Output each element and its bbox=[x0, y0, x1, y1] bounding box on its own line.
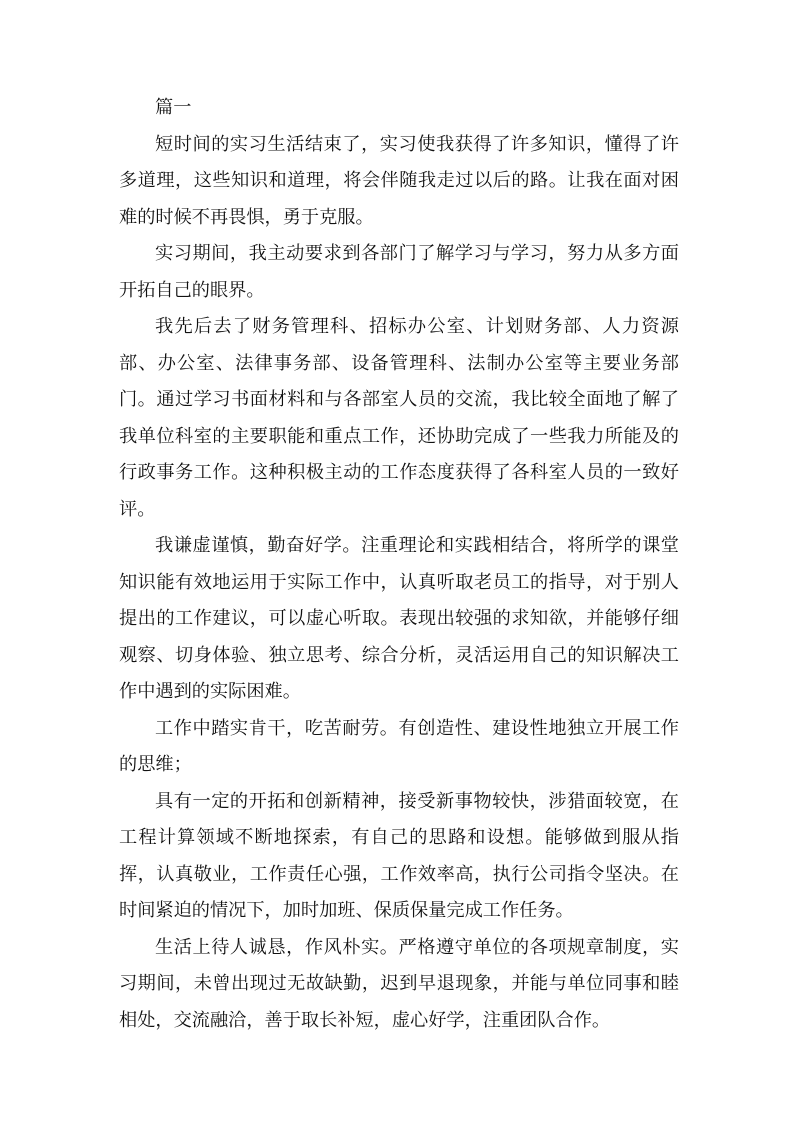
section-heading: 篇一 bbox=[155, 97, 192, 118]
paragraph-learning-attitude: 我谦虚谨慎，勤奋好学。注重理论和实践相结合，将所学的课堂知识能有效地运用于实际工作中，认真听取老员工的指导，对于别人提出的工作建议，可以虚心听取。表现出较强的求知欲，并能够仔细观察、切身体验、独立思考、综合分析，灵活运用自己的知识解决工作中遇到的实际困难。 bbox=[119, 535, 679, 702]
paragraph-internship-summary: 短时间的实习生活结束了，实习使我获得了许多知识，懂得了许多道理，这些知识和道理，将会伴随我走过以后的路。让我在面对困难的时候不再畏惧，勇于克服。 bbox=[119, 133, 679, 228]
document-page bbox=[119, 90, 679, 1039]
paragraph-teamwork: 生活上待人诚恳，作风朴实。严格遵守单位的各项规章制度，实习期间，未曾出现过无故缺勤，迟到早退现象，并能与单位同事和睦相处，交流融洽，善于取长补短，虚心好学，注重团队合作。 bbox=[119, 936, 679, 1031]
paragraph-work-ethic: 工作中踏实肯干，吃苦耐劳。有创造性、建设性地独立开展工作的思维； bbox=[119, 717, 679, 775]
paragraph-innovation: 具有一定的开拓和创新精神，接受新事物较快，涉猎面较宽，在工程计算领域不断地探索，有自己的思路和设想。能够做到服从指挥，认真敬业，工作责任心强，工作效率高，执行公司指令坚决。在时间紧迫的情况下，加时加班、保质保量完成工作任务。 bbox=[119, 790, 679, 921]
paragraph-departments: 我先后去了财务管理科、招标办公室、计划财务部、人力资源部、办公室、法律事务部、设备管理科、法制办公室等主要业务部门。通过学习书面材料和与各部室人员的交流，我比较全面地了解了我单位科室的主要职能和重点工作，还协助完成了一些我力所能及的行政事务工作。这种积极主动的工作态度获得了各科室人员的一致好评。 bbox=[119, 316, 679, 520]
paragraph-internship-period: 实习期间，我主动要求到各部门了解学习与学习，努力从多方面开拓自己的眼界。 bbox=[119, 243, 679, 301]
